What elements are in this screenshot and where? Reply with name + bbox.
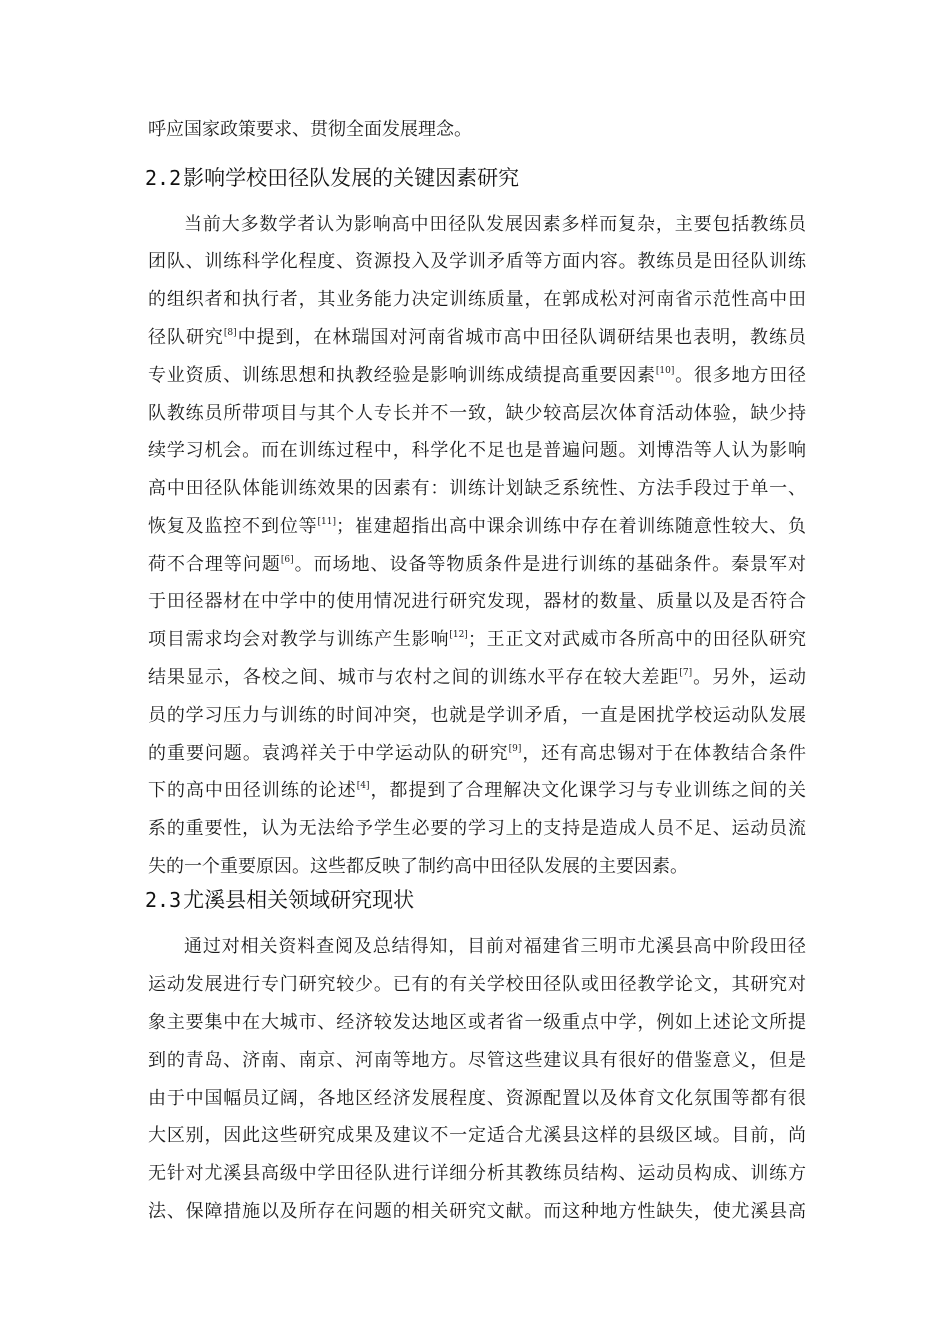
paragraph-line: 法、保障措施以及所存在问题的相关研究文献。而这种地方性缺失，使尤溪县高	[148, 1201, 806, 1222]
paragraph-line: 呼应国家政策要求、贯彻全面发展理念。	[148, 119, 472, 140]
paragraph-line: 队教练员所带项目与其个人专长并不一致，缺少较高层次体育活动体验，缺少持	[148, 403, 806, 424]
paragraph-line: 当前大多数学者认为影响高中田径队发展因素多样而复杂，主要包括教练员	[184, 214, 806, 235]
paragraph-line: 径队研究[8]中提到，在林瑞国对河南省城市高中田径队调研结果也表明，教练员	[148, 327, 807, 348]
paragraph-line: 续学习机会。而在训练过程中，科学化不足也是普遍问题。刘博浩等人认为影响	[148, 440, 806, 461]
paragraph-line: 项目需求均会对教学与训练产生影响[12]；王正文对武威市各所高中的田径队研究	[148, 629, 807, 650]
citation-ref: [4]	[356, 781, 370, 791]
paragraph-line: 通过对相关资料查阅及总结得知，目前对福建省三明市尤溪县高中阶段田径	[184, 936, 806, 957]
paragraph-line: 到的青岛、济南、南京、河南等地方。尽管这些建议具有很好的借鉴意义，但是	[148, 1050, 806, 1071]
citation-ref: [9]	[508, 744, 522, 754]
section-title: 影响学校田径队发展的关键因素研究	[183, 166, 520, 190]
paragraph-line: 的组织者和执行者，其业务能力决定训练质量，在郭成松对河南省示范性高中田	[148, 289, 806, 310]
paragraph-line: 运动发展进行专门研究较少。已有的有关学校田径队或田径教学论文，其研究对	[148, 974, 806, 995]
paragraph-line: 团队、训练科学化程度、资源投入及学训矛盾等方面内容。教练员是田径队训练	[148, 251, 806, 272]
citation-ref: [11]	[317, 517, 336, 527]
paragraph-line: 员的学习压力与训练的时间冲突，也就是学训矛盾，一直是困扰学校运动队发展	[148, 705, 806, 726]
citation-ref: [8]	[223, 328, 237, 338]
citation-ref: [6]	[280, 555, 294, 565]
paragraph-line: 大区别，因此这些研究成果及建议不一定适合尤溪县这样的县级区域。目前，尚	[148, 1125, 806, 1146]
paragraph-line: 结果显示，各校之间、城市与农村之间的训练水平存在较大差距[7]。另外，运动	[148, 667, 807, 688]
paragraph-line: 高中田径队体能训练效果的因素有：训练计划缺乏系统性、方法手段过于单一、	[148, 478, 806, 499]
citation-ref: [7]	[679, 668, 693, 678]
paragraph-line: 系的重要性，认为无法给予学生必要的学习上的支持是造成人员不足、运动员流	[148, 818, 806, 839]
citation-ref: [10]	[655, 366, 675, 376]
section-title: 尤溪县相关领域研究现状	[183, 888, 415, 912]
paragraph-line: 于田径器材在中学中的使用情况进行研究发现，器材的数量、质量以及是否符合	[148, 591, 806, 612]
section-number: 2.3	[145, 888, 182, 912]
paragraph-line: 无针对尤溪县高级中学田径队进行详细分析其教练员结构、运动员构成、训练方	[148, 1163, 806, 1184]
paragraph-line: 象主要集中在大城市、经济较发达地区或者省一级重点中学，例如上述论文所提	[148, 1012, 806, 1033]
paragraph-line: 的重要问题。袁鸿祥关于中学运动队的研究[9]，还有高忠锡对于在体教结合条件	[148, 743, 807, 764]
paragraph-line: 恢复及监控不到位等[11]；崔建超指出高中课余训练中存在着训练随意性较大、负	[148, 516, 807, 537]
paragraph-line: 由于中国幅员辽阔，各地区经济发展程度、资源配置以及体育文化氛围等都有很	[148, 1088, 806, 1109]
paragraph-line: 下的高中田径训练的论述[4]，都提到了合理解决文化课学习与专业训练之间的关	[148, 780, 807, 801]
section-number: 2.2	[145, 166, 182, 190]
section-heading-2-2	[145, 158, 519, 198]
paragraph-line: 专业资质、训练思想和执教经验是影响训练成绩提高重要因素[10]。很多地方田径	[148, 365, 807, 386]
paragraph-line: 荷不合理等问题[6]。而场地、设备等物质条件是进行训练的基础条件。秦景军对	[148, 554, 807, 575]
citation-ref: [12]	[449, 630, 468, 640]
paragraph-line: 失的一个重要原因。这些都反映了制约高中田径队发展的主要因素。	[148, 856, 688, 877]
section-heading-2-3	[145, 880, 414, 920]
